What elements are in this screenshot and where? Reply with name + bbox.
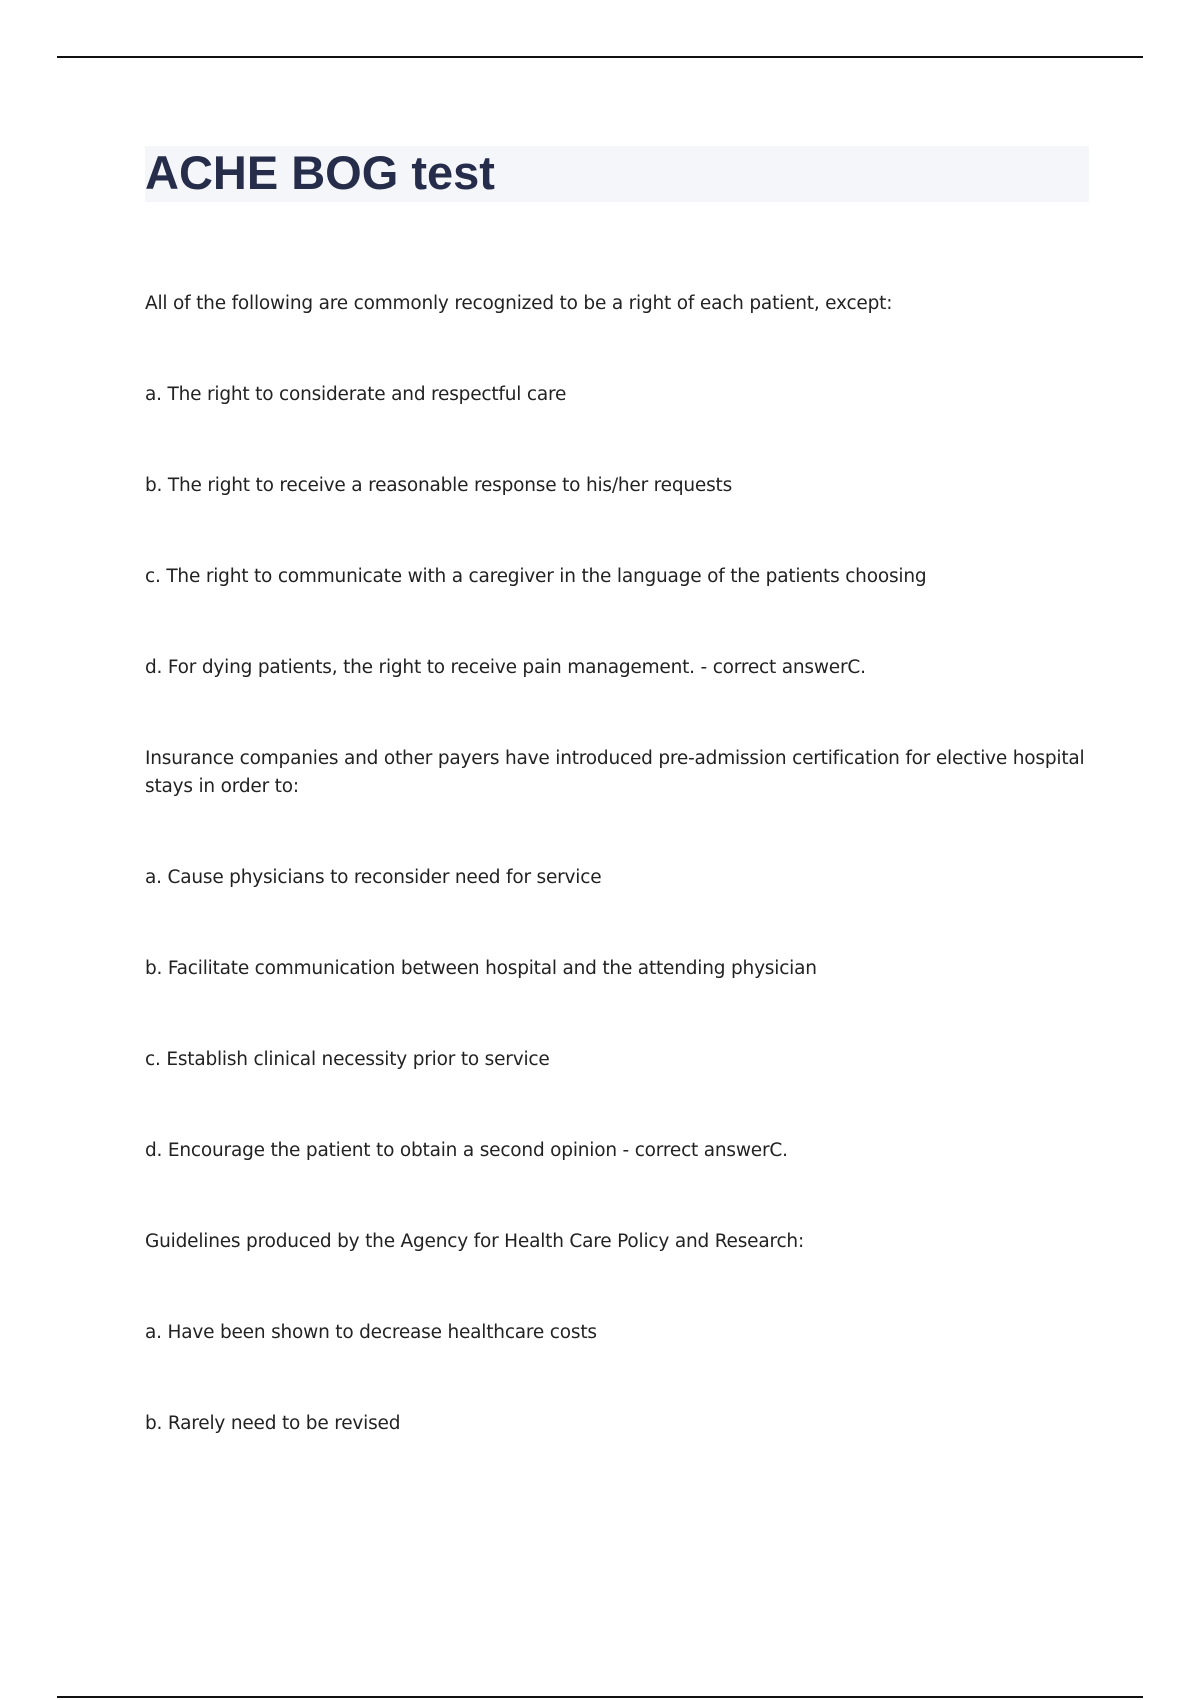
- question-1-option-a: a. The right to considerate and respectful care: [145, 384, 567, 405]
- question-3-option-a: a. Have been shown to decrease healthcare costs: [145, 1322, 597, 1343]
- top-rule: [57, 56, 1143, 58]
- bottom-rule: [57, 1696, 1143, 1698]
- question-1-option-c: c. The right to communicate with a caregiver in the language of the patients choosing: [145, 566, 927, 587]
- question-2-text: Insurance companies and other payers have introduced pre-admission certification for elective hospital stays in order to:: [145, 748, 1085, 797]
- question-1-option-d: d. For dying patients, the right to receive pain management. - correct answerC.: [145, 657, 866, 678]
- question-1-option-b: b. The right to receive a reasonable response to his/her requests: [145, 475, 733, 496]
- question-2-option-d: d. Encourage the patient to obtain a second opinion - correct answerC.: [145, 1140, 788, 1161]
- question-3-text: Guidelines produced by the Agency for Health Care Policy and Research:: [145, 1231, 804, 1252]
- question-2-option-c: c. Establish clinical necessity prior to service: [145, 1049, 550, 1070]
- question-1-text: All of the following are commonly recognized to be a right of each patient, except:: [145, 293, 893, 314]
- question-2-option-a: a. Cause physicians to reconsider need for service: [145, 867, 602, 888]
- document-title: ACHE BOG test: [145, 146, 495, 199]
- question-3-option-b: b. Rarely need to be revised: [145, 1413, 401, 1434]
- document-body: [145, 290, 1089, 1501]
- question-2-option-b: b. Facilitate communication between hospital and the attending physician: [145, 958, 817, 979]
